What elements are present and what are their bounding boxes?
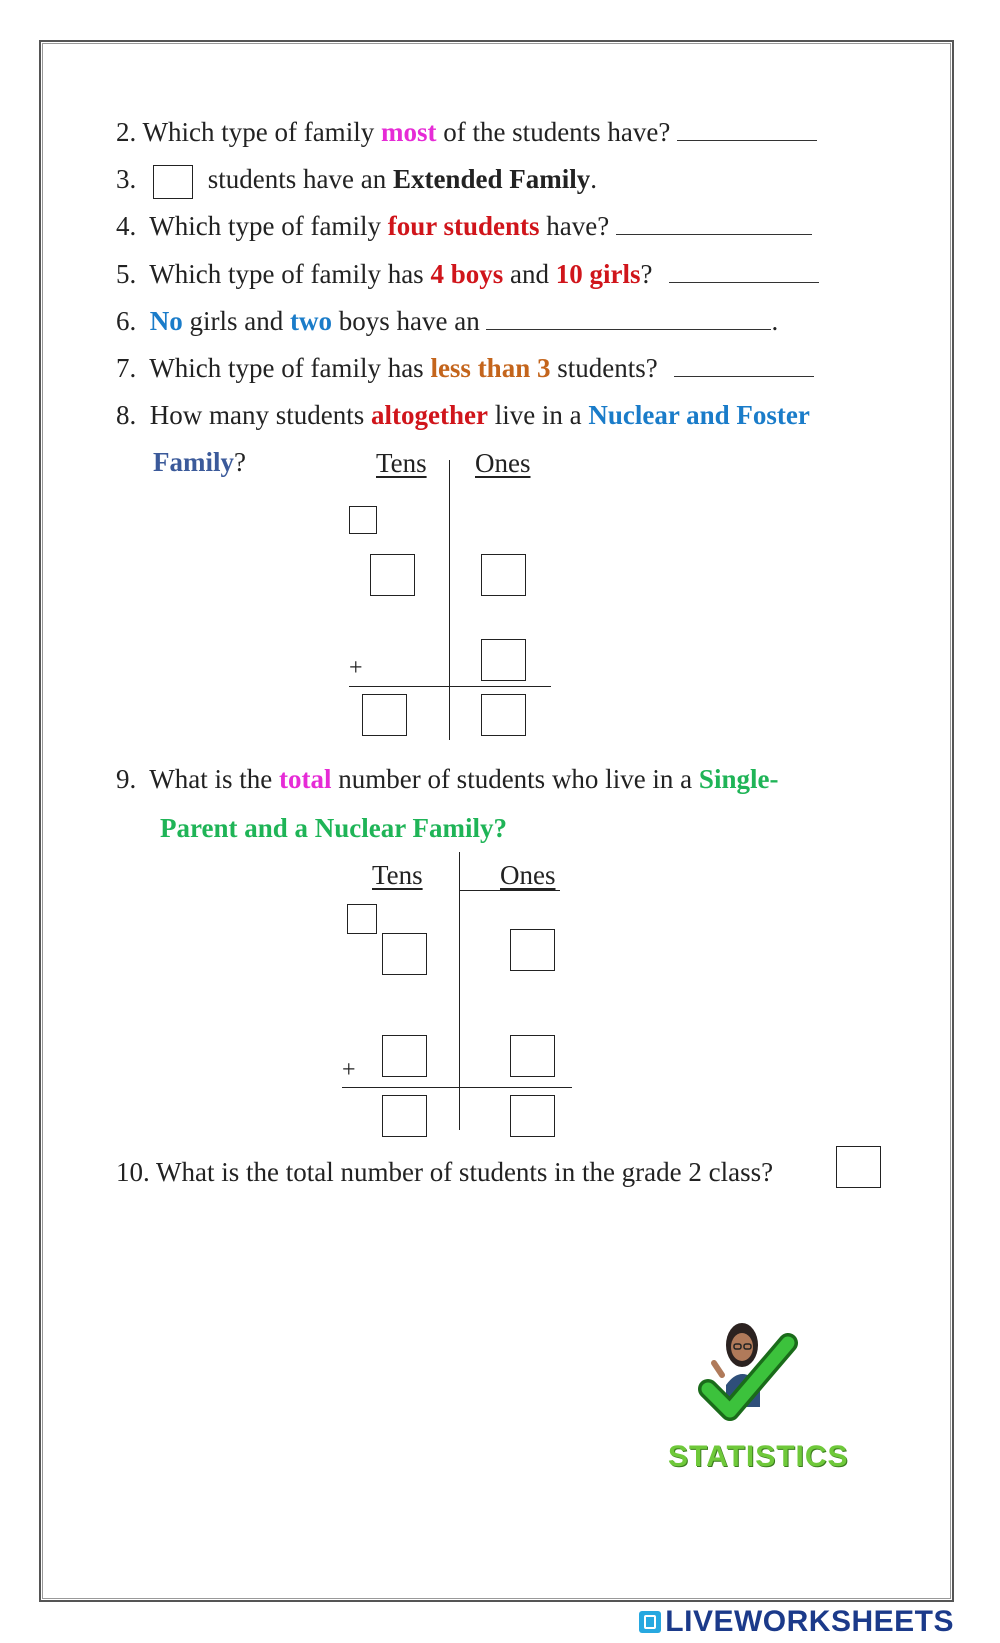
q3-text-2: . xyxy=(590,164,597,194)
question-5 xyxy=(116,258,819,290)
q9-ones-header: Ones xyxy=(500,860,556,890)
brand-text: LIVEWORKSHEETS xyxy=(665,1605,954,1638)
q5-text-3: ? xyxy=(640,259,653,289)
q9-ones-box-1[interactable] xyxy=(510,929,555,971)
q8-ones-sum-box[interactable] xyxy=(481,694,526,736)
q9-plus-sign: + xyxy=(342,1057,356,1083)
liveworksheets-brand[interactable] xyxy=(639,1605,954,1639)
question-9-line-2 xyxy=(160,812,507,844)
q2-highlight: most xyxy=(380,117,437,147)
q8-plus-sign: + xyxy=(349,655,363,681)
q6-highlight-1: No xyxy=(149,306,183,336)
q9-sum-line xyxy=(342,1087,572,1088)
q9-tens-sum-box[interactable] xyxy=(382,1095,427,1137)
q9-text-1: What is the xyxy=(149,764,279,794)
q8-carry-box[interactable] xyxy=(349,506,377,534)
q2-text-2: of the students have? xyxy=(436,117,671,147)
q6-text-2: boys have an xyxy=(332,306,480,336)
q6-text-1: girls and xyxy=(182,306,290,336)
q9-tens-box-1[interactable] xyxy=(382,933,427,975)
q8-tens-sum-box[interactable] xyxy=(362,694,407,736)
question-4 xyxy=(116,210,812,242)
q7-highlight: less than 3 xyxy=(430,353,551,383)
q7-number: 7. xyxy=(116,353,137,383)
q8-tens-header: Tens xyxy=(376,448,427,478)
q6-number: 6. xyxy=(116,306,137,336)
q8-ones-header: Ones xyxy=(475,448,531,478)
q8-sum-line xyxy=(349,686,551,687)
q2-answer-blank[interactable] xyxy=(677,116,817,141)
q4-text-1: Which type of family xyxy=(149,211,388,241)
q9-carry-box[interactable] xyxy=(347,904,377,934)
q9-highlight-1: total xyxy=(278,764,332,794)
question-6 xyxy=(116,305,778,337)
teacher-avatar-checkmark-icon xyxy=(690,1315,810,1450)
q5-highlight-1: 4 boys xyxy=(430,259,504,289)
q8-highlight-3: Family xyxy=(153,447,234,477)
q6-highlight-2: two xyxy=(290,306,332,336)
q4-answer-blank[interactable] xyxy=(616,210,812,235)
q5-highlight-2: 10 girls xyxy=(555,259,641,289)
q9-highlight-3: Parent and a Nuclear Family? xyxy=(160,813,507,843)
q4-number: 4. xyxy=(116,211,137,241)
q3-answer-box[interactable] xyxy=(153,165,193,199)
q2-number: 2. xyxy=(116,117,137,147)
q8-ones-box-1[interactable] xyxy=(481,554,526,596)
q10-answer-box[interactable] xyxy=(836,1146,881,1188)
question-10 xyxy=(116,1156,773,1188)
q8-number: 8. xyxy=(116,400,137,430)
q8-ones-box-2[interactable] xyxy=(481,639,526,681)
q8-text-2: live in a xyxy=(487,400,589,430)
q6-text-3: . xyxy=(771,306,779,336)
q9-ones-sum-box[interactable] xyxy=(510,1095,555,1137)
q9-ones-box-2[interactable] xyxy=(510,1035,555,1077)
q8-highlight-2: Nuclear and Foster xyxy=(588,400,810,430)
q9-tens-box-2[interactable] xyxy=(382,1035,427,1077)
q7-text-2: students? xyxy=(550,353,658,383)
q3-highlight: Extended Family xyxy=(392,164,591,194)
q8-text-1: How many students xyxy=(149,400,371,430)
question-3 xyxy=(116,163,597,199)
q4-text-2: have? xyxy=(539,211,610,241)
q9-divider-vertical xyxy=(459,852,460,1130)
q9-number: 9. xyxy=(116,764,137,794)
question-8 xyxy=(116,399,810,431)
liveworksheets-logo-icon xyxy=(639,1611,661,1633)
question-9 xyxy=(116,763,778,795)
statistics-label: STATISTICS xyxy=(668,1440,849,1473)
question-8-line-2 xyxy=(153,446,246,478)
q9-ones-underline xyxy=(460,890,560,891)
q8-divider-vertical xyxy=(449,460,450,740)
q10-number: 10. xyxy=(116,1157,150,1187)
q7-answer-blank[interactable] xyxy=(674,352,814,377)
question-2 xyxy=(116,116,817,148)
q3-number: 3. xyxy=(116,164,137,194)
question-7 xyxy=(116,352,814,384)
q9-highlight-2: Single- xyxy=(698,764,779,794)
q9-tens-header: Tens xyxy=(372,860,423,890)
q8-tens-box-1[interactable] xyxy=(370,554,415,596)
q5-answer-blank[interactable] xyxy=(669,258,819,283)
q5-text-1: Which type of family has xyxy=(149,259,431,289)
q4-highlight: four students xyxy=(387,211,540,241)
q5-number: 5. xyxy=(116,259,137,289)
q8-text-3: ? xyxy=(234,447,246,477)
q8-highlight-1: altogether xyxy=(370,400,488,430)
q7-text-1: Which type of family has xyxy=(149,353,431,383)
q10-text-1: What is the total number of students in the grade 2 class? xyxy=(156,1157,774,1187)
q3-text-1: students have an xyxy=(207,164,393,194)
q5-text-2: and xyxy=(503,259,556,289)
q6-answer-blank[interactable] xyxy=(486,305,771,330)
q2-text-1: Which type of family xyxy=(142,117,381,147)
q9-text-2: number of students who live in a xyxy=(331,764,699,794)
